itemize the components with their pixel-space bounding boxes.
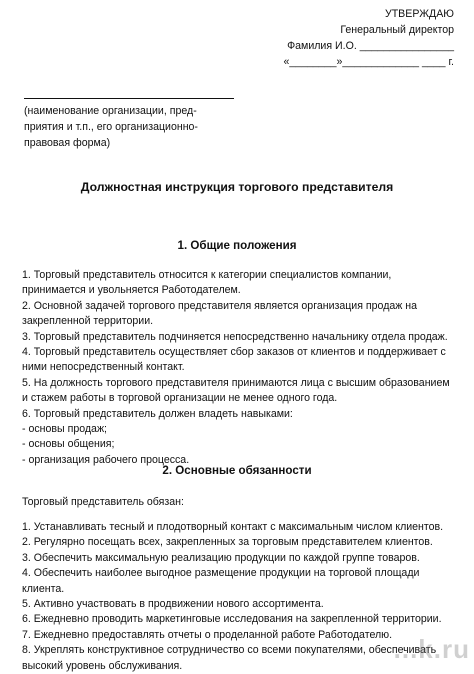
list-item: - основы продаж;	[22, 423, 107, 436]
document-title: Должностная инструкция торгового представителя	[80, 180, 394, 194]
list-item: 2. Регулярно посещать всех, закрепленных за торговым представителем клиентов.	[22, 536, 433, 549]
list-item: 3. Торговый представитель подчиняется непосредственно начальнику отдела продаж.	[22, 330, 448, 343]
approval-date: «________»_____________ ____ г.	[283, 56, 454, 68]
watermark: ...k.ru	[393, 634, 470, 664]
approval-position: Генеральный директор	[340, 24, 454, 36]
list-item: принимается и увольняется Работодателем.	[22, 284, 241, 297]
list-item: 5. Активно участвовать в продвижении нового ассортимента.	[22, 598, 324, 611]
organization-block	[24, 98, 244, 151]
list-item: клиента.	[22, 582, 65, 595]
list-item: - организация рабочего процесса.	[22, 453, 190, 466]
list-item: 8. Укреплять конструктивное сотрудничество со всеми покупателями, обеспечивать	[22, 644, 437, 657]
section-2-intro: Торговый представитель обязан:	[22, 496, 184, 508]
list-item: - основы общения;	[22, 438, 115, 451]
list-item: 6. Торговый представитель должен владеть навыками:	[22, 407, 293, 420]
list-item: 2. Основной задачей торгового представителя является организация продаж на	[22, 299, 418, 312]
organization-line-2: приятия и т.п., его организационно-	[24, 121, 198, 133]
section-1-list	[22, 268, 462, 468]
list-item: 1. Торговый представитель относится к категории специалистов компании,	[22, 269, 392, 281]
approval-name: Фамилия И.О. ________________	[287, 40, 454, 52]
approval-heading: УТВЕРЖДАЮ	[384, 8, 454, 20]
list-item: 4. Торговый представитель осуществляет сбор заказов от клиентов и поддерживает с	[22, 346, 446, 359]
list-item: ними непосредственный контакт.	[22, 361, 185, 374]
section-2-title: 2. Основные обязанности	[162, 464, 312, 477]
list-item: высокий уровень обслуживания.	[22, 659, 183, 672]
approval-block	[274, 6, 454, 70]
organization-line-3: правовая форма)	[24, 137, 111, 149]
list-item: 3. Обеспечить максимальную реализацию продукции по каждой группе товаров.	[22, 551, 420, 564]
organization-underline	[24, 98, 234, 99]
list-item: 6. Ежедневно проводить маркетинговые исследования на закрепленной территории.	[22, 613, 442, 626]
list-item: 4. Обеспечить наиболее выгодное размещение продукции на торговой площади	[22, 567, 420, 580]
list-item: закрепленной территории.	[22, 315, 154, 328]
list-item: 7. Ежедневно предоставлять отчеты о проделанной работе Работодателю.	[22, 628, 393, 641]
list-item: 1. Устанавливать тесный и плодотворный контакт с максимальным числом клиентов.	[22, 521, 444, 533]
section-1-title: 1. Общие положения	[177, 239, 297, 252]
list-item: и стажем работы в торговой организации не менее одного года.	[22, 392, 338, 405]
organization-line-1: (наименование организации, пред-	[24, 105, 197, 117]
list-item: 5. На должность торгового представителя принимаются лица с высшим образованием	[22, 376, 450, 389]
